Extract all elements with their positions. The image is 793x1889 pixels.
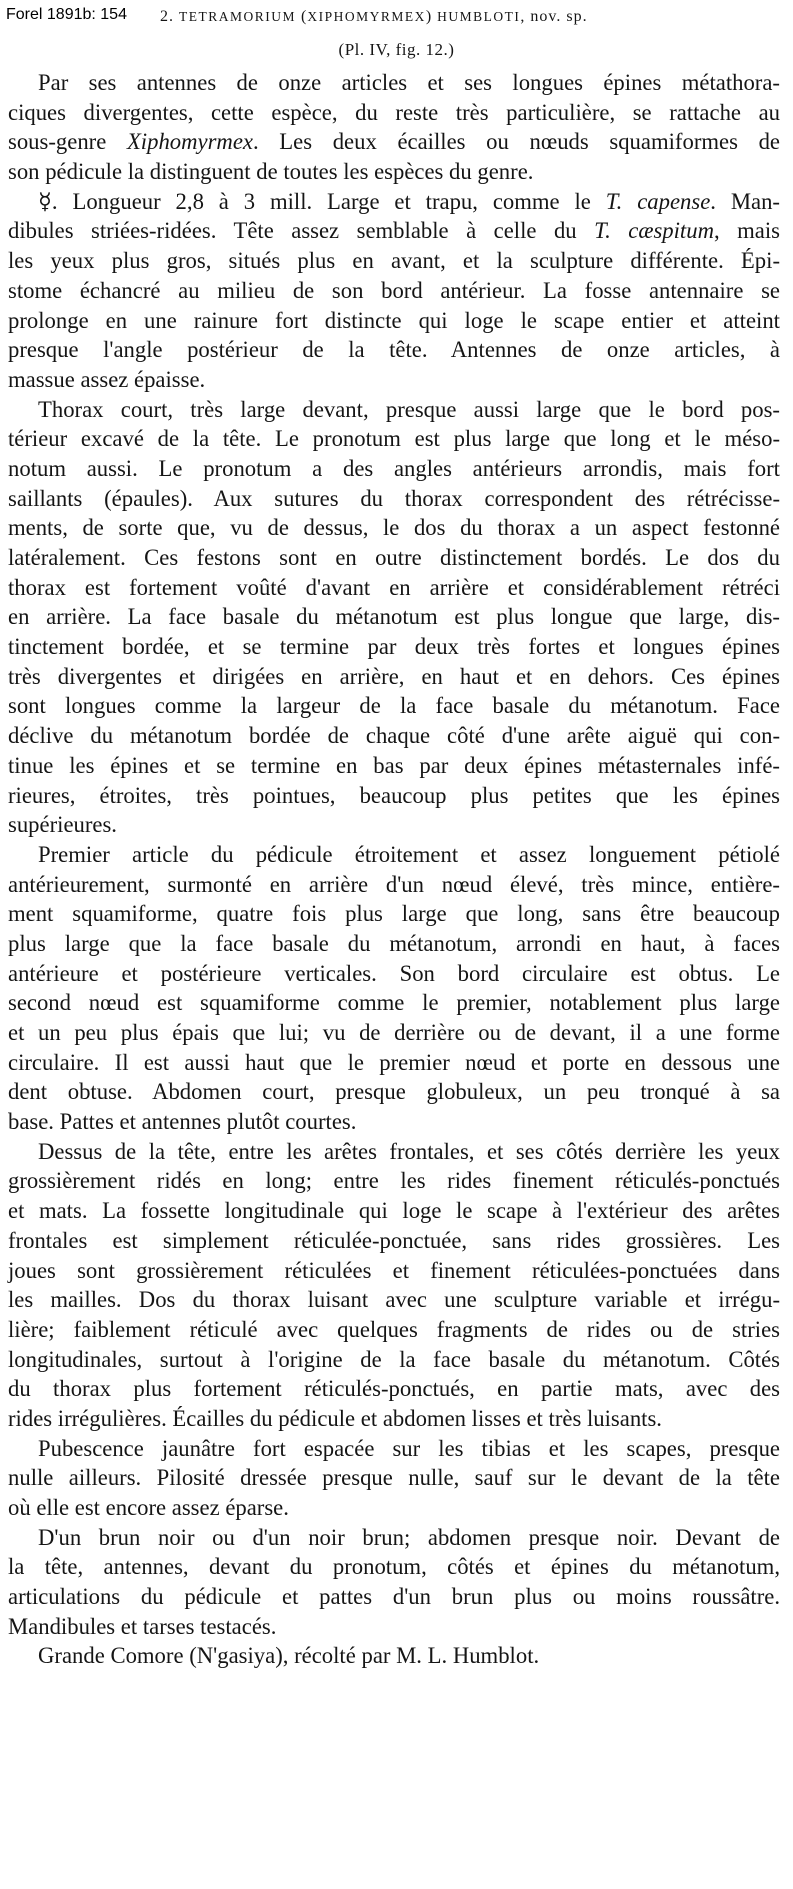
text-line [8,602,780,632]
text-line [8,988,780,1018]
text-line [8,899,780,929]
text-segment: où elle est encore assez éparse. [8,1495,289,1520]
text-segment: nulle ailleurs. Pilosité dressée presque nulle, sauf sur le devant de la tête [8,1465,780,1491]
species-heading: 2. TETRAMORIUM (XIPHOMYRMEX) HUMBLOTI, nov. sp. [160,8,588,25]
text-segment: Pubescence jaunâtre fort espacée sur les tibias et les scapes, presque [38,1435,780,1461]
text-line [8,662,780,692]
text-line [8,810,780,840]
text-segment: rieures, étroites, très pointues, beaucoup plus petites que les épines [8,782,780,808]
text-line [8,632,780,662]
text-segment: supérieures. [8,812,117,838]
text-line [8,246,780,276]
text-segment: ment squamiforme, quatre fois plus large que long, sans être beaucoup [8,901,780,927]
text-segment: , mais [713,218,780,244]
text-segment: ciques divergentes, cette espèce, du reste très particulière, se rattache au [8,99,780,125]
text-segment: dibules striées-ridées. Tête assez semblable à celle du [8,218,595,244]
text-segment: grossièrement ridés en long; entre les rides finement réticulés-ponctués [8,1168,780,1194]
taxon-name: T. cæspitum [594,218,714,244]
species-status: nov. sp. [530,8,588,25]
text-line [8,1523,780,1553]
text-segment: stome échancré au milieu de son bord antérieur. La fosse antennaire se [8,277,780,303]
text-segment: rides irrégulières. Écailles du pédicule et abdomen lisses et très luisants. [8,1405,662,1431]
text-line [8,513,780,543]
text-segment: circulaire. Il est aussi haut que le premier nœud et porte en dessous une [8,1049,780,1075]
text-line [8,959,780,989]
taxon-name: Xiphomyrmex [126,129,253,155]
text-segment: tinue les épines et se termine en bas par deux épines métasternales infé- [8,752,780,778]
text-line [8,454,780,484]
text-line [8,1048,780,1078]
text-line [8,1196,780,1226]
text-segment: longitudinales, surtout à l'origine de la face basale du métanotum. Côtés [8,1346,780,1372]
text-segment: en arrière. La face basale du métanotum est plus longue que large, dis- [8,604,780,630]
text-segment: ☿. Longueur 2,8 à 3 mill. Large et trapu, comme le [38,188,606,214]
text-segment: saillants (épaules). Aux sutures du thorax correspondent des rétrécisse- [8,485,780,511]
species-name: HUMBLOTI [437,9,521,24]
text-segment: dent obtuse. Abdomen court, presque globuleux, un peu tronqué à sa [8,1079,780,1105]
text-line [8,1641,780,1671]
text-line [8,484,780,514]
text-line [8,1463,780,1493]
text-line [8,276,780,306]
text-line [8,721,780,751]
text-segment: Grande Comore (N'gasiya), récolté par M. L. Humblot. [38,1643,540,1669]
text-line [8,157,780,187]
text-segment: ments, de sorte que, vu de dessus, le dos du thorax a un aspect festonné [8,515,780,541]
text-line [8,1374,780,1404]
text-segment: très divergentes et dirigées en arrière, en haut et en dehors. Ces épines [8,663,780,689]
species-number: 2. [160,8,174,25]
text-line [8,1018,780,1048]
text-segment: base. Pattes et antennes plutôt courtes. [8,1109,357,1135]
subgenus-name: XIPHOMYRMEX [307,9,426,24]
text-line [8,1345,780,1375]
text-line [8,1612,780,1642]
text-segment: Par ses antennes de onze articles et ses longues épines métathora- [38,70,780,95]
text-line [8,1137,780,1167]
text-line [8,1077,780,1107]
citation-reference: Forel 1891b: 154 [6,6,127,23]
text-line [8,691,780,721]
text-segment: la tête, antennes, devant du pronotum, côtés et épines du métanotum, [8,1554,780,1580]
text-segment: et mats. La fossette longitudinale qui loge le scape à l'extérieur des arêtes [8,1198,780,1224]
text-line [8,68,780,98]
text-segment: massue assez épaisse. [8,366,206,392]
text-segment: les yeux plus gros, situés plus en avant, et la sculpture différente. Épi- [8,248,780,274]
text-line [8,781,780,811]
taxon-name: T. capense [605,188,711,214]
plate-reference: (Pl. IV, fig. 12.) [338,40,455,59]
text-line [8,1256,780,1286]
text-segment: frontales est simplement réticulée-ponctuée, sans rides grossières. Les [8,1227,780,1253]
text-line [8,840,780,870]
text-line [8,98,780,128]
text-segment: et un peu plus épais que lui; vu de derrière ou de devant, il a une forme [8,1020,780,1045]
text-line [8,1166,780,1196]
text-line [8,1493,780,1523]
text-line [8,335,780,365]
text-line [8,1434,780,1464]
text-line [8,216,780,246]
text-line [8,543,780,573]
text-segment: les mailles. Dos du thorax luisant avec une sculpture variable et irrégu- [8,1287,780,1313]
text-segment: prolonge en une rainure fort distincte qui loge le scape entier et atteint [8,307,780,333]
text-line [8,306,780,336]
text-line [8,365,780,395]
text-segment: joues sont grossièrement réticulées et finement réticulées-ponctuées dans [8,1257,780,1283]
text-line [8,187,780,217]
text-segment: sont longues comme la largeur de la face basale du métanotum. Face [8,693,780,719]
text-segment: second nœud est squamiforme comme le premier, notablement plus large [8,990,780,1016]
text-line [8,127,780,157]
text-segment: D'un brun noir ou d'un noir brun; abdomen presque noir. Devant de [38,1524,780,1550]
text-segment: plus large que la face basale du métanotum, arrondi en haut, à faces [8,930,780,956]
genus-name: TETRAMORIUM [179,9,296,24]
text-segment: déclive du métanotum bordée de chaque côté d'une arête aiguë qui con- [8,723,780,749]
text-segment: Premier article du pédicule étroitement et assez longuement pétiolé [38,841,780,867]
text-line [8,1285,780,1315]
text-line [8,1107,780,1137]
text-line [8,1552,780,1582]
species-description [8,68,780,1671]
text-line [8,424,780,454]
text-line [8,1404,780,1434]
text-segment: térieur excavé de la tête. Le pronotum est plus large que long et le méso- [8,426,780,452]
text-line [8,395,780,425]
text-segment: Mandibules et tarses testacés. [8,1613,277,1639]
text-segment: sous-genre [8,129,127,155]
text-line [8,573,780,603]
text-segment: notum aussi. Le pronotum a des angles antérieurs arrondis, mais fort [8,455,780,481]
text-segment: presque l'angle postérieur de la tête. Antennes de onze articles, à [8,337,780,363]
text-segment: antérieurement, surmonté en arrière d'un nœud élevé, très mince, entière- [8,871,780,897]
text-segment: latéralement. Ces festons sont en outre distinctement bordés. Le dos du [8,545,780,570]
text-line [8,751,780,781]
text-segment: du thorax plus fortement réticulés-ponctués, en partie mats, avec des [8,1376,780,1402]
text-segment: lière; faiblement réticulé avec quelques fragments de rides ou de stries [8,1316,780,1342]
text-segment: tinctement bordée, et se termine par deux très fortes et longues épines [8,634,780,660]
text-segment: antérieure et postérieure verticales. Son bord circulaire est obtus. Le [8,960,780,986]
text-line [8,870,780,900]
text-line [8,929,780,959]
text-line [8,1226,780,1256]
text-segment: articulations du pédicule et pattes d'un brun plus ou moins roussâtre. [8,1584,780,1610]
text-segment: Thorax court, très large devant, presque aussi large que le bord pos- [38,396,780,422]
text-line [8,1582,780,1612]
text-segment: Dessus de la tête, entre les arêtes frontales, et ses côtés derrière les yeux [38,1138,780,1164]
text-segment: . Man- [710,188,780,214]
text-line [8,1315,780,1345]
text-segment: . Les deux écailles ou nœuds squamiformes de [252,129,780,155]
text-segment: son pédicule la distinguent de toutes les espèces du genre. [8,159,534,185]
text-segment: thorax est fortement voûté d'avant en arrière et considérablement rétréci [8,574,780,600]
